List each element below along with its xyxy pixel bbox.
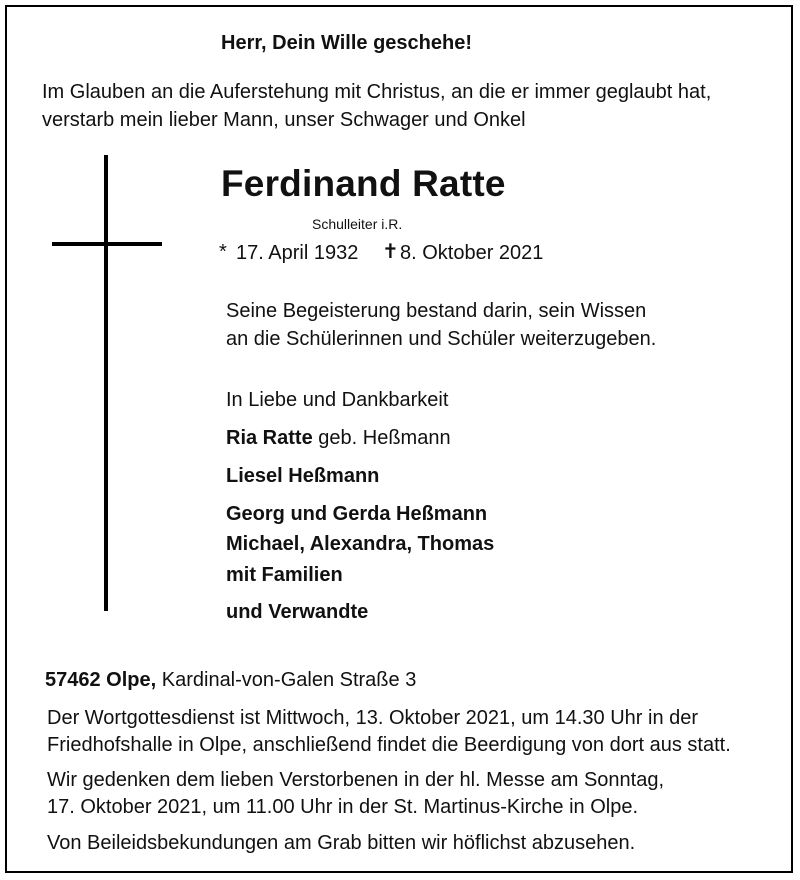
mass-line-1: Wir gedenken dem lieben Verstorbenen in der hl. Messe am Sonntag, (47, 769, 665, 791)
mourner-families: mit Familien (226, 564, 343, 586)
mass-line-2: 17. Oktober 2021, um 11.00 Uhr in der St. Martinus-Kirche in Olpe. (47, 796, 639, 818)
mourner-ria-name: Ria Ratte (226, 427, 313, 449)
tribute-line-2: an die Schülerinnen und Schüler weiterzugeben. (226, 328, 657, 350)
birth-symbol-icon: * (219, 241, 227, 263)
birth-date: 17. April 1932 (236, 242, 359, 264)
address-street: Kardinal-von-Galen Straße 3 (161, 669, 417, 691)
mourner-ria (226, 426, 451, 450)
motto: Herr, Dein Wille geschehe! (221, 32, 473, 54)
deceased-name: Ferdinand Ratte (221, 163, 506, 204)
intro-line-1: Im Glauben an die Auferstehung mit Christus, an die er immer geglaubt hat, (42, 81, 712, 103)
mourner-children: Michael, Alexandra, Thomas (226, 533, 495, 555)
tribute-line-1: Seine Begeisterung bestand darin, sein Wissen (226, 300, 647, 322)
address (45, 668, 416, 692)
death-cross-icon: ✝ (382, 241, 399, 263)
death-date: 8. Oktober 2021 (400, 242, 544, 264)
address-city: 57462 Olpe, (45, 669, 157, 691)
cross-icon-horizontal (52, 242, 162, 246)
service-line-2: Friedhofshalle in Olpe, anschließend findet die Beerdigung von dort aus statt. (47, 734, 731, 756)
mourner-relatives: und Verwandte (226, 601, 369, 623)
mourner-liesel: Liesel Heßmann (226, 465, 380, 487)
cross-icon-vertical (104, 155, 108, 611)
mourners-intro: In Liebe und Dankbarkeit (226, 389, 449, 411)
condolence-note: Von Beileidsbekundungen am Grab bitten wir höflichst abzusehen. (47, 832, 636, 854)
deceased-title: Schulleiter i.R. (312, 216, 403, 232)
service-line-1: Der Wortgottesdienst ist Mittwoch, 13. Oktober 2021, um 14.30 Uhr in der (47, 707, 699, 729)
mourner-georg-gerda: Georg und Gerda Heßmann (226, 503, 488, 525)
intro-line-2: verstarb mein lieber Mann, unser Schwager und Onkel (42, 109, 526, 131)
mourner-ria-suffix: geb. Heßmann (318, 427, 451, 449)
